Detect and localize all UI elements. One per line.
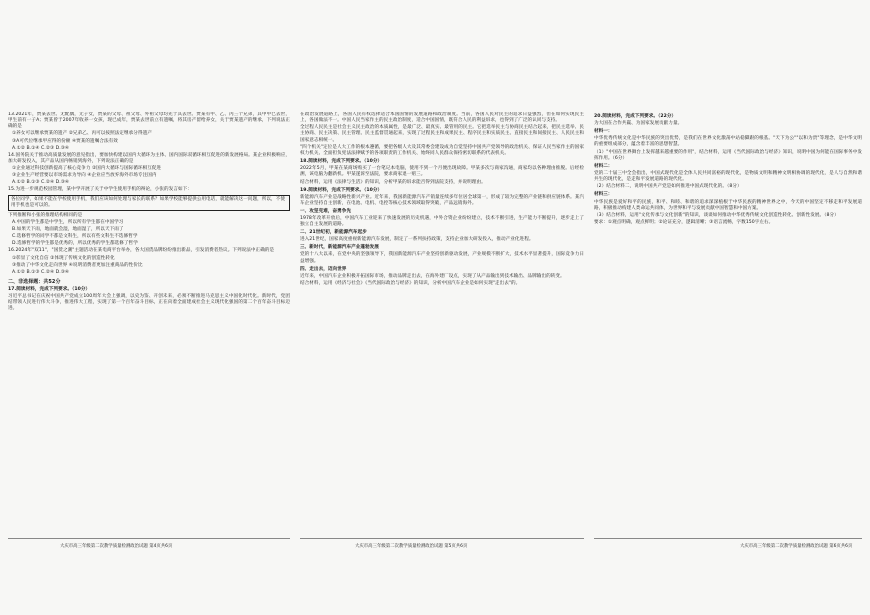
- option-b: B.如果天下雨，地面就会湿，地面湿了，所以天下雨了: [12, 227, 124, 233]
- option-line: ③企业生产经营要以市场需求为导向 ④企业应当放弃海外市场专注国内: [12, 173, 157, 179]
- footer-divider: [594, 538, 862, 539]
- option-line: ①企业通过科技创新提高了核心竞争力 ②国内大循环与国际循环相互促进: [12, 166, 162, 172]
- material-text: 新能源汽车产业是战略性新兴产业。近年来，我国新能源汽车产销量连续多年位居全球第一，形成了较为完整的产业链和供应链体系。某汽车企业坚持自主创新，在电池、电机、电控等核心技术领域取得突破，产品远销海外。: [300, 194, 584, 206]
- option-line: ①彰显了文化自信 ②体现了传统文化的创造性转化: [12, 255, 115, 261]
- question-14: 14.国务院关于推动高质量发展的意见指出，要加快构建以国内大循环为主体、国内国际双循环相互促进的新发展格局。某企业积极响应，加大研发投入，其产品从国内畅销到海外，下列说法正确的是: [8, 152, 290, 164]
- subheading: 二、21世纪初，新能源汽车起步: [300, 230, 367, 236]
- option-line: ③推动了中华文化走向世界 ④说明消费者更加注重商品的性价比: [12, 262, 143, 268]
- material-heading: 材料二：: [594, 163, 613, 169]
- question-prompt: 结合材料，运用《法律与生活》的知识，分析甲某的诉求能否得到法院支持，并说明理由。: [300, 179, 486, 185]
- subheading: 三、新时代，新能源汽车产业蓬勃发展: [300, 245, 379, 251]
- question-prompt: （1）"中国在世界舞台上发挥越来越重要的作用"，结合材料，运用《当代国际政治与经济》知识，说明中国为何能在国际事务中发挥作用。（6分）: [594, 149, 862, 161]
- page-footer: 大庆市高三年级第二次教学质量检测政治试题 第4页共6页: [60, 544, 173, 549]
- page-footer: 大庆市高三年级第二次教学质量检测政治试题 第6页共6页: [740, 544, 853, 549]
- material-text: 1978年改革开放后，中国汽车工业迎来了快速发展的历史机遇，中外合资企业纷纷建立，技术不断引进，生产能力不断提升，逐步走上了独立自主发展的道路。: [300, 215, 584, 228]
- option-line: ①养女可以继承贾某的遗产 ②兄弟乙、丙可以按照法定继承分得遗产: [12, 131, 152, 137]
- page-column-5: [300, 112, 584, 552]
- material-text: 中华民族是爱好和平的民族，和平、和睦、和谐的追求深深植根于中华民族的精神世界之中，今天的中国坚定不移走和平发展道路，积极推动构建人类命运共同体，为世界和平与发展贡献中国智慧和中国方案。: [594, 199, 862, 211]
- material-text: 党的二十届三中全会指出，中国式现代化是全体人民共同富裕的现代化，是物质文明和精神文明相协调的现代化，是人与自然和谐共生的现代化，是走和平发展道路的现代化。: [594, 170, 862, 183]
- material-text: 中华优秀传统文化是中华民族的突出优势，是我们在世界文化激荡中站稳脚跟的根基。"天下为公""以和为贵"等理念，是中华文明的重要组成部分，蕴含着丰富的思想智慧。: [594, 136, 862, 148]
- question-16: 16.2024年"双11"，"国货之潮"主题活动在某电商平台举办，各大国货品牌纷纷推出新品，引发消费者热议。下列说法中正确的是: [8, 248, 275, 254]
- question-prompt: 结合材料，运用《经济与社会》《当代国际政治与经济》的知识，分析中国汽车企业是如何实现"走出去"的。: [300, 281, 521, 286]
- question-17: 17.阅读材料，完成下列要求。（10分）: [8, 287, 91, 292]
- material-text: 进入21世纪，国家高度重视新能源汽车发展，制定了一系列扶持政策，支持企业加大研发投入，推动产业化进程。: [300, 237, 534, 243]
- material-text: 党的十八大以来，在党中央的坚强领导下，我国新能源汽车产业坚持创新驱动发展，产业规模不断扩大，技术水平显著提升，国际竞争力日益增强。: [300, 252, 584, 264]
- subheading: 四、走出去，迈向世界: [300, 266, 347, 272]
- material-heading: 材料一：: [594, 129, 613, 135]
- page-footer: 大庆市高三年级第二次教学质量检测政治试题 第5页共6页: [355, 544, 468, 549]
- option-a: A.中国的学生都是中学生，所以所有学生都在中国学习: [12, 219, 124, 225]
- question-prompt: 下列推断和小张的推理结构相同的是: [8, 212, 83, 218]
- answer-choices: A.①② B.①③ C.②④ D.③④: [12, 269, 70, 275]
- question-13: 13.2021年，贾某去世。无配偶，无子女，贾某的父母、祖父母、外祖父母均先于其去世。贾某有甲、乙、丙三个兄弟，其中甲已去世，甲生前有一子A；贾某曾于2007年收养一女孩，现已成年，贾某去世前立有遗嘱，将其房产留给养女，关于贾某遗产的继承，下列说法正确的是: [8, 112, 290, 130]
- footer-divider: [8, 538, 290, 539]
- quote-box: 各位同学，如果不能在学校使用手机，我们应该如何处理与家长的联系？如果学校能够提供公用电话，就能解决这一问题，所以，不使用手机也是可以的。: [8, 195, 290, 211]
- section-heading: 二、非选择题：共52分: [8, 278, 61, 285]
- footer-divider: [300, 538, 584, 539]
- material-heading: 材料三：: [594, 192, 613, 198]
- option-c: C.选修哲学的同学不都是文科生，所以有些文科生不选修哲学: [12, 234, 138, 240]
- material-text: "四个机关"定位是人大工作的根本遵循，要把各级人大及其常委会建设成为自觉坚持中国共产党领导的政治机关、保证人民当家作主的国家权力机关、全面担负宪法法律赋予的各项职责的工作机关、始终同人民群众保持密切联系的代表机关。: [300, 144, 584, 156]
- question-prompt: （3）结合材料，运用"文化传承与文化创新"的知识，谈谈如何推动中华优秀传统文化创造性转化、创新性发展。（8分）: [594, 212, 839, 218]
- question-18: 18.阅读材料，完成下列要求。（10分）: [300, 159, 383, 165]
- material-text: 2022年5月，甲某在某商场购买了一台笔记本电脑，使用不到一个月便出现故障。甲某多次与商家沟通，商家均以各种理由推脱。后经检测，该电脑为翻新机。甲某遂诉至法院，要求商家退一赔三。: [300, 166, 584, 178]
- material-text: 在政治发展道路上，各国人民有权选择适合本国国情的发展道路和政治制度。当前，各国人民对民主的追求日益强烈，但在如何实现民主上，各国做法不一。中国人民当家作主的民主政治制度，适合中国国情，既符合人民的利益诉求，也得到了广泛的认同与支持。: [300, 112, 584, 124]
- option-d: D.选修哲学的学生都是优秀的，所以优秀的学生都选修了哲学: [12, 241, 138, 247]
- answer-choices: A.①② B.①④ C.②③ D.③④: [12, 145, 70, 151]
- page-column-4: [8, 112, 290, 552]
- subheading: 一、攻坚克难，奋勇争先: [300, 208, 352, 214]
- page-column-6: [594, 112, 862, 552]
- material-text: 习近平总书记在庆祝中国共产党成立100周年大会上强调，以史为鉴、开创未来，必须不断推进马克思主义中国化时代化。新时代，党团结带领人民进行伟大斗争，推进伟大工程，实现了第一个百年奋斗目标，正在向着全面建成社会主义现代化强国的第二个百年奋斗目标迈进。: [8, 294, 290, 312]
- question-15: 15.为进一步规范校园管理，某中学开展了关于中学生使用手机的辩论，小张的发言如下：: [8, 187, 192, 193]
- question-prompt: （2）结合材料二，说明中国共产党是如何推进中国式现代化的。（8分）: [594, 184, 742, 190]
- question-19: 19.阅读材料，完成下列要求。（10分）: [300, 187, 383, 193]
- option-line: ③A可代位继承甲应得的份额 ④贾某的遗嘱合法有效: [12, 138, 118, 144]
- answer-choices: A.①② B.①③ C.②④ D.③④: [12, 180, 70, 186]
- requirements: 要求：①观点明确，观点鲜明；②论证充分，逻辑清晰；③语言流畅，字数150字左右。: [594, 220, 774, 226]
- material-text: 近年来，中国汽车企业积极开拓国际市场，推动品牌走出去，在海外建厂设点，实现了从产品输出到技术输出、品牌输出的转变。: [300, 273, 565, 279]
- material-text: 为大国在合作共赢、为国家发展贡献力量。: [594, 121, 683, 127]
- question-20: 20.阅读材料，完成下列要求。（22分）: [594, 114, 677, 119]
- material-text: 全过程人民民主是社会主义民主政治的本质属性，是最广泛、最真实、最管用的民主。它把选举民主与协商民主结合起来，把民主选举、民主协商、民主决策、民主管理、民主监督贯通起来，实现了过程民主和成果民主、程序民主和实质民主、直接民主和间接民主、人民民主和国家意志相统一。: [300, 125, 584, 143]
